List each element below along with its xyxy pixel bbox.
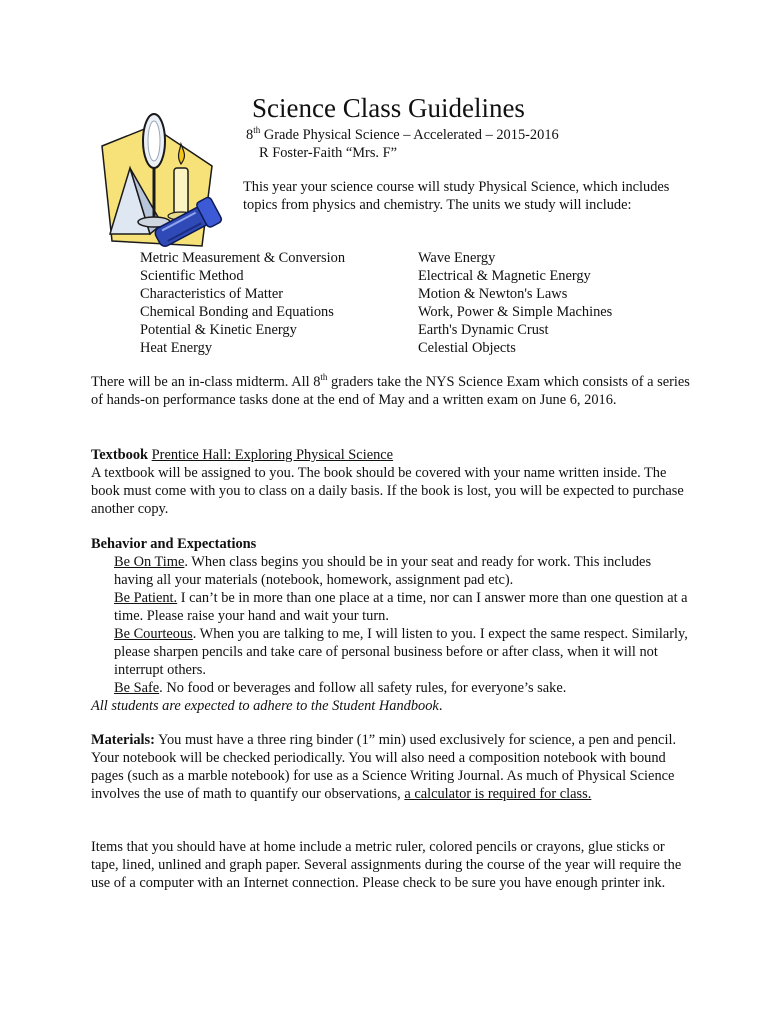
unit-item: Earth's Dynamic Crust <box>418 322 549 338</box>
course-subtitle <box>246 126 559 144</box>
units-list-left <box>140 249 345 357</box>
units-list-right <box>418 249 612 357</box>
behavior-heading: Behavior and Expectations <box>91 536 257 552</box>
handbook-note-period: . <box>438 698 443 714</box>
unit-item: Characteristics of Matter <box>140 286 284 302</box>
midterm-paragraph <box>91 373 691 409</box>
materials-body: You must have a three ring binder (1” min) used exclusively for science, a pen and pencil. Your notebook will be checked periodically. You will also need a composition notebook with bound pages (such as a marble notebook) for use as a Science Writing Journal. As much of Physical Science involves the use of math to quantify our observations, <box>91 732 677 802</box>
science-clipart-image <box>92 106 232 256</box>
handbook-note-line <box>91 697 691 715</box>
midterm-text-part2: graders take the NYS Science Exam which consists of a series of hands-on performance tasks done at the end of May and a written exam on June 6, 2016. <box>91 374 690 408</box>
behavior-item-text: . When class begins you should be in your seat and ready for work. This includes having all your materials (notebook, homework, assignment pad etc). <box>114 554 652 588</box>
textbook-body: A textbook will be assigned to you. The book should be covered with your name written inside. The book must come with you to class on a daily basis. If the book is lost, you will be expected to purchase another copy. <box>91 465 684 517</box>
handbook-note: All students are expected to adhere to the Student Handbook <box>91 698 439 714</box>
behavior-item-on-time <box>91 553 691 589</box>
behavior-item-label: Be Patient. <box>114 590 178 606</box>
unit-item: Work, Power & Simple Machines <box>418 304 613 320</box>
midterm-text-part1: There will be an in-class midterm. All 8 <box>91 374 321 390</box>
textbook-heading-line <box>91 446 691 464</box>
unit-item: Chemical Bonding and Equations <box>140 304 334 320</box>
home-items-paragraph: Items that you should have at home include a metric ruler, colored pencils or crayons, glue sticks or tape, lined, unlined and graph paper. Several assignments during the course of the year will require the use of a computer with an Internet connection. Please check to be sure you have enough printer ink. <box>91 839 682 891</box>
materials-heading: Materials: <box>91 732 155 748</box>
textbook-section <box>91 446 691 518</box>
unit-item: Electrical & Magnetic Energy <box>418 268 591 284</box>
unit-item: Wave Energy <box>418 250 496 266</box>
page-title: Science Class Guidelines <box>252 93 525 123</box>
grade-number: 8 <box>246 127 254 143</box>
unit-item: Heat Energy <box>140 340 213 356</box>
intro-paragraph: This year your science course will study Physical Science, which includes topics from physics and chemistry. The units we study will include: <box>243 179 670 213</box>
unit-item: Celestial Objects <box>418 340 516 356</box>
unit-item: Metric Measurement & Conversion <box>140 250 346 266</box>
calculator-requirement: a calculator is required for class. <box>404 786 592 802</box>
grade-superscript: th <box>253 125 261 136</box>
behavior-item-text: . No food or beverages and follow all safety rules, for everyone’s sake. <box>159 680 567 696</box>
textbook-title: Prentice Hall: Exploring Physical Science <box>151 447 394 463</box>
behavior-item-patient <box>91 589 691 625</box>
textbook-heading: Textbook <box>91 447 149 463</box>
behavior-item-label: Be Courteous <box>114 626 193 642</box>
unit-item: Motion & Newton's Laws <box>418 286 568 302</box>
behavior-item-text: . When you are talking to me, I will listen to you. I expect the same respect. Similarly, please sharpen pencils and take care of personal business before or after class, when it will not interrupt others. <box>114 626 688 678</box>
unit-item: Potential & Kinetic Energy <box>140 322 297 338</box>
teacher-name: R Foster-Faith “Mrs. F” <box>259 145 398 161</box>
behavior-section <box>91 535 691 715</box>
course-subtitle-rest: Grade Physical Science – Accelerated – 2015-2016 <box>260 127 559 143</box>
behavior-item-courteous <box>91 625 691 679</box>
behavior-item-safe <box>91 679 691 697</box>
behavior-item-label: Be Safe <box>114 680 160 696</box>
unit-item: Scientific Method <box>140 268 244 284</box>
behavior-item-label: Be On Time <box>114 554 185 570</box>
materials-section <box>91 731 691 803</box>
behavior-item-text: I can’t be in more than one place at a time, nor can I answer more than one question at a time. Please raise your hand and wait your turn. <box>114 590 688 624</box>
midterm-superscript: th <box>320 372 328 383</box>
